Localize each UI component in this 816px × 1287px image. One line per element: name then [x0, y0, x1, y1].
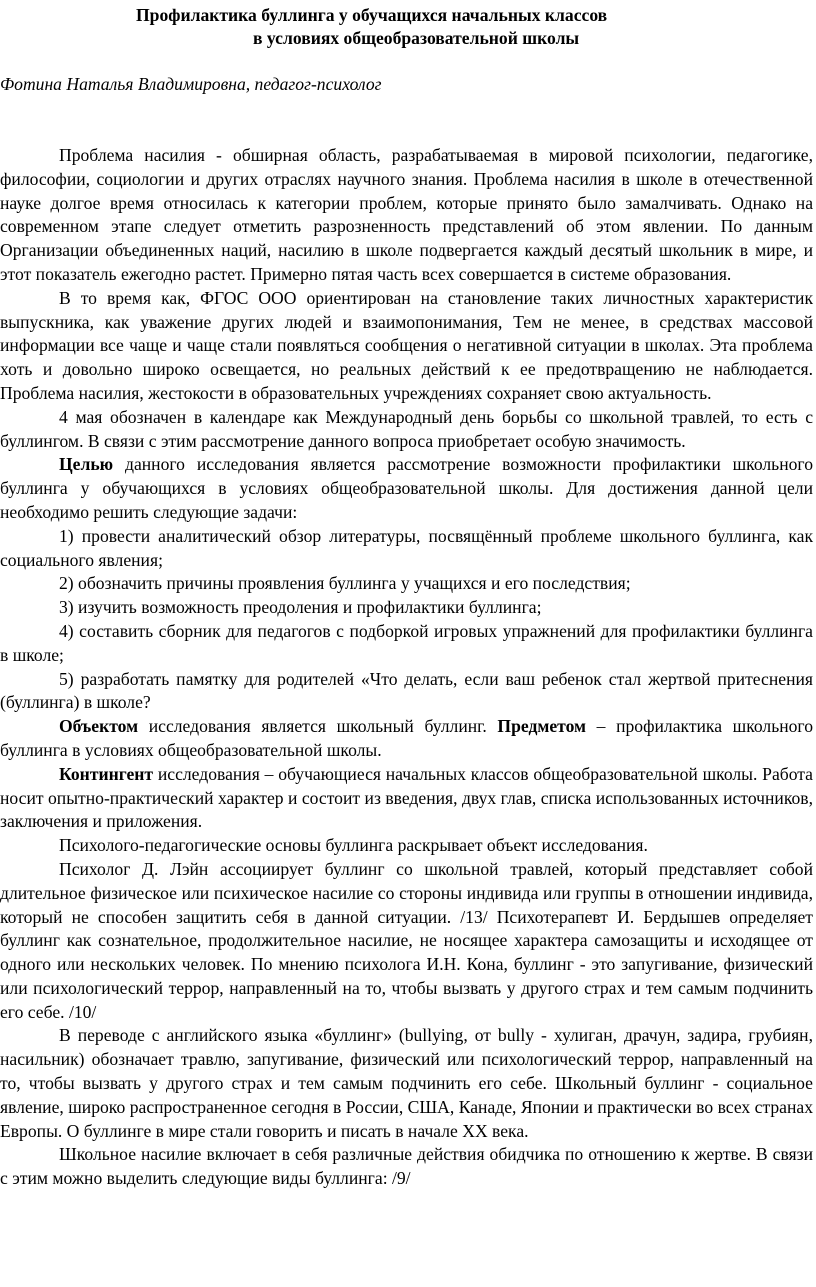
object-term: Объектом: [59, 716, 139, 737]
title-line-1: Профилактика буллинга у обучащихся начальных классов: [136, 5, 608, 25]
task-5: 5) разработать памятку для родителей «Что делать, если ваш ребенок стал жертвой притеснения (буллинга) в школе?: [0, 668, 813, 713]
goal-text: данного исследования является рассмотрение возможности профилактики школьного буллинга у обучающихся в условиях общеобразовательной школы. Для достижения данной цели необходимо решить следующие задачи:: [0, 454, 813, 522]
paragraph-14: В переводе с английского языка «буллинг» (bullying, от bully - хулиган, драчун, задира, грубиян, насильник) обозначает травлю, запугивание, физический или психологический террор, направленный на то, чтобы вызвать у другого страх и тем самым подчинить его себе. Школьный буллинг - социальное явление, широко распространенное сегодня в России, США, Канаде, Японии и практически во всех странах Европы. О буллинге в мире стали говорить и писать в начале XX века.: [0, 1025, 813, 1141]
contingent-term: Контингент: [59, 763, 154, 784]
contingent-text: исследования – обучающиеся начальных классов общеобразовательной школы. Работа носит опытно-практический характер и состоит из введения, двух глав, списка использованных источников, заключения и приложения.: [0, 763, 813, 832]
paragraph-3: 4 мая обозначен в календаре как Международный день борьбы со школьной травлей, то есть с буллингом. В связи с этим рассмотрение данного вопроса приобретает особую значимость.: [0, 406, 813, 451]
document-title: [0, 4, 816, 50]
task-4: 4) составить сборник для педагогов с подборкой игровых упражнений для профилактики буллинга в школе;: [0, 620, 813, 665]
paragraph-2: В то время как, ФГОС ООО ориентирован на становление таких личностных характеристик выпускника, как уважение других людей и взаимопонимания, Тем не менее, в средствах массовой информации все чаще и чаще стали появляться сообщения о негативной ситуации в школах. Эта проблема хоть и довольно широко освещается, но реальных действий к ее предотвращению не наблюдается. Проблема насилия, жестокости в образовательных учреждениях сохраняет свою актуальность.: [0, 287, 813, 403]
subject-term: Предметом: [497, 716, 587, 737]
author-line: Фотина Наталья Владимировна, педагог-психолог: [0, 74, 382, 94]
paragraph-1: Проблема насилия - обширная область, разрабатываемая в мировой психологии, педагогике, философии, социологии и других отраслях научного знания. Проблема насилия в школе в отечественной науке долгое время относилась к категории проблем, которые принято было замалчивать. Однако на современном этапе следует отметить разрозненность представлений об этом явлении. По данным Организации объединенных наций, насилию в школе подвергается каждый десятый школьник в мире, и этот показатель ежегодно растет. Примерно пятая часть всех совершается в системе образования.: [0, 145, 813, 284]
task-2: 2) обозначить причины проявления буллинга у учащихся и его последствия;: [59, 573, 631, 594]
object-text: исследования является школьный буллинг.: [138, 716, 498, 737]
paragraph-12: Психолого-педагогические основы буллинга раскрывает объект исследования.: [59, 835, 648, 856]
title-line-2: в условиях общеобразовательной школы: [253, 28, 580, 48]
document-body: [0, 144, 813, 1191]
task-3: 3) изучить возможность преодоления и профилактики буллинга;: [59, 597, 542, 618]
subject-text: – профилактика школьного буллинга в условиях общеобразовательной школы.: [0, 716, 814, 760]
paragraph-13: Психолог Д. Лэйн ассоциирует буллинг со школьной травлей, который представляет собой длительное физическое или психическое насилие со стороны индивида или группы в отношении индивида, который не способен защитить себя в данной ситуации. /13/ Психотерапевт И. Бердышев определяет буллинг как сознательное, продолжительное насилие, не носящее характера самозащиты и исходящее от одного или нескольких человек. По мнению психолога И.Н. Кона, буллинг - это запугивание, физический или психологический террор, направленный на то, чтобы вызвать у другого страх и тем самым подчинить его себе. /10/: [0, 858, 813, 1022]
paragraph-15: Школьное насилие включает в себя различные действия обидчика по отношению к жертве. В связи с этим можно выделить следующие виды буллинга: /9/: [0, 1144, 813, 1189]
paragraph-contingent: [0, 763, 813, 834]
paragraph-object-subject: [0, 715, 813, 763]
goal-term: Целью: [59, 454, 114, 475]
paragraph-4: [0, 453, 813, 524]
task-1: 1) провести аналитический обзор литературы, посвящённый проблеме школьного буллинга, как социального явления;: [0, 525, 813, 570]
